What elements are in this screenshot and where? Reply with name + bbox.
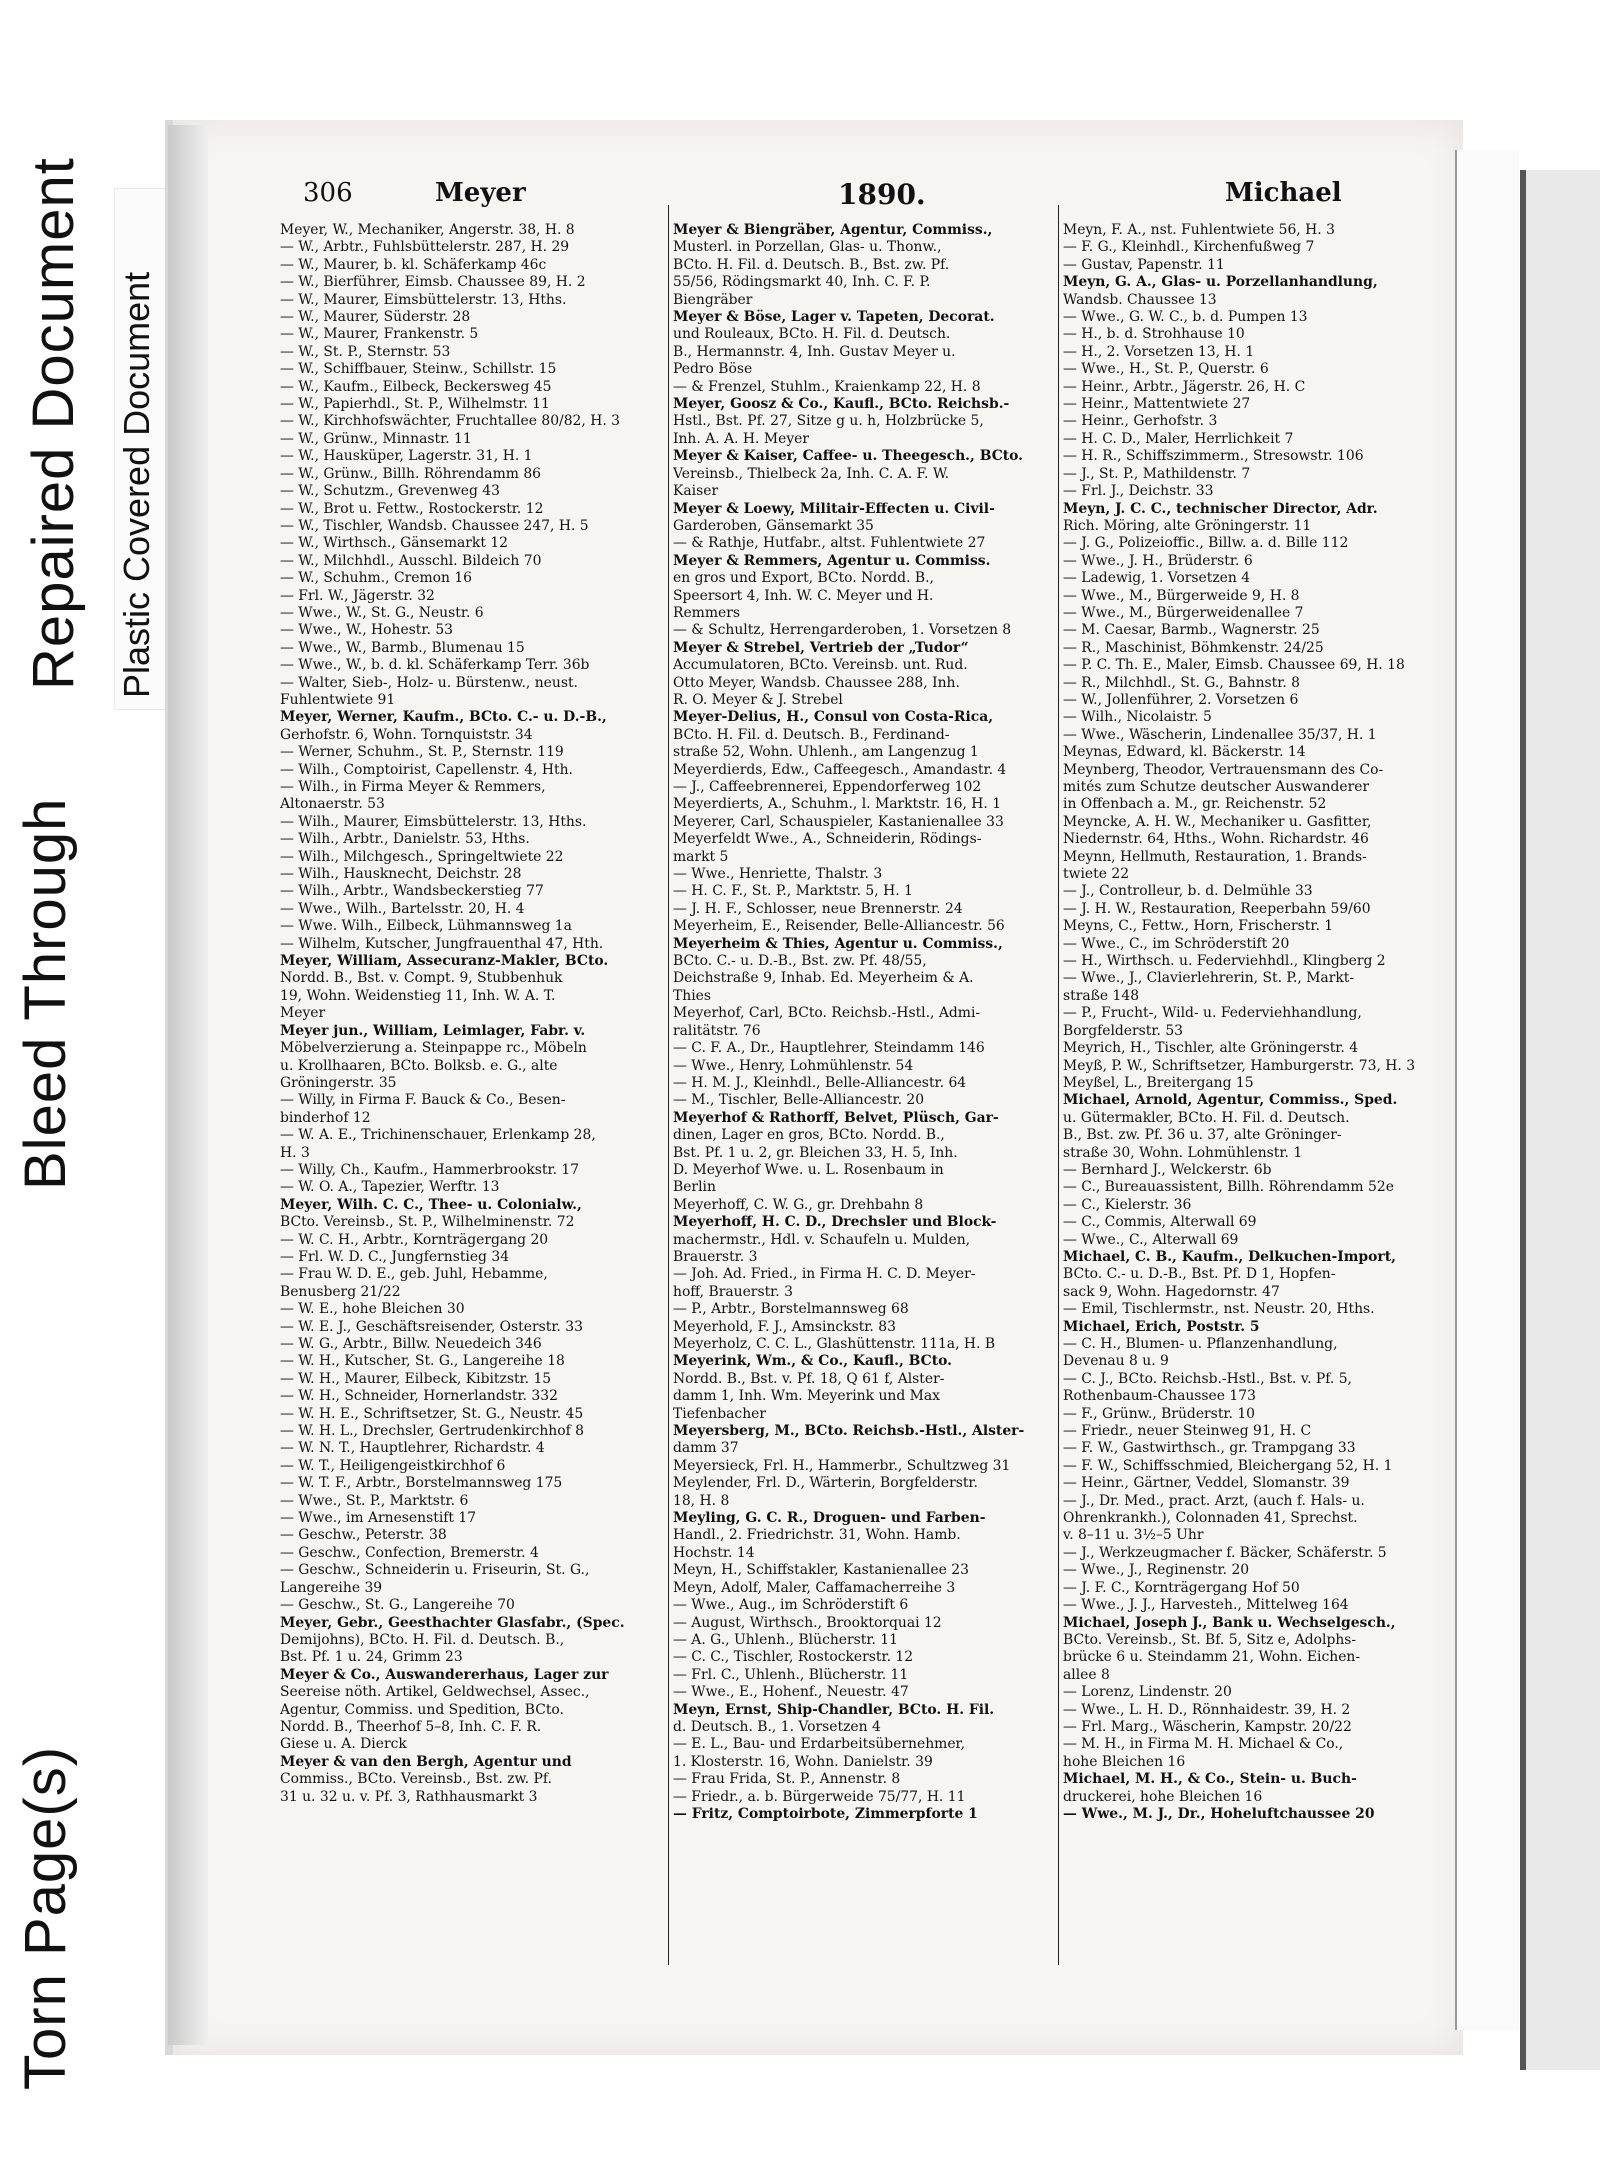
directory-entry-line: — W., Arbtr., Fuhlsbüttelerstr. 287, H. 29	[280, 239, 570, 256]
directory-entry-line: Meyn, Adolf, Maler, Caffamacherreihe 3	[673, 1579, 956, 1596]
directory-entry-line: — W., Wirthsch., Gänsemarkt 12	[280, 535, 508, 552]
directory-entry-line: Meyer, Gebr., Geesthachter Glasfabr., (Spec.	[280, 1614, 625, 1631]
directory-entry-line: — Frau Frida, St. P., Annenstr. 8	[673, 1771, 901, 1788]
running-head-year: 1890.	[838, 178, 926, 211]
directory-entry-line: — J. F. C., Kornträgergang Hof 50	[1063, 1579, 1300, 1596]
directory-entry-line: Meyerer, Carl, Schauspieler, Kastanienallee 33	[673, 813, 1004, 830]
directory-entry-line: — & Rathje, Hutfabr., altst. Fuhlentwiete 27	[673, 535, 986, 552]
directory-entry-line: — H. C. D., Maler, Herrlichkeit 7	[1063, 430, 1294, 447]
directory-entry-line: — Geschw., Peterstr. 38	[280, 1527, 447, 1544]
directory-entry-line: — W., Schiffbauer, Steinw., Schillstr. 15	[280, 361, 557, 378]
directory-entry-line: Pedro Böse	[673, 361, 753, 378]
directory-entry-line: BCto. Vereinsb., St. P., Wilhelminenstr. 72	[280, 1214, 575, 1231]
directory-entry-line: hoff, Brauerstr. 3	[673, 1283, 793, 1300]
directory-entry-line: — J., Dr. Med., pract. Arzt, (auch f. Hals- u.	[1063, 1492, 1365, 1509]
directory-entry-line: Nordd. B., Theerhof 5–8, Inh. C. F. R.	[280, 1718, 542, 1735]
directory-entry-line: Bst. Pf. 1 u. 2, gr. Bleichen 33, H. 5, Inh.	[673, 1144, 958, 1161]
label-plastic-covered: Plastic Covered Document	[116, 271, 157, 698]
directory-entry-line: — Joh. Ad. Fried., in Firma H. C. D. Meyer-	[673, 1266, 976, 1283]
directory-entry-line: Deichstraße 9, Inhab. Ed. Meyerheim & A.	[673, 970, 974, 987]
directory-entry-line: damm 1, Inh. Wm. Meyerink und Max	[673, 1388, 941, 1405]
directory-entry-line: — Werner, Schuhm., St. P., Sternstr. 119	[280, 744, 564, 761]
directory-entry-line: — Wwe., J. J., Harvesteh., Mittelweg 164	[1063, 1597, 1349, 1614]
directory-entry-line: — Geschw., St. G., Langereihe 70	[280, 1597, 515, 1614]
directory-entry-line: — Geschw., Schneiderin u. Friseurin, St. G.,	[280, 1562, 590, 1579]
directory-entry-line: Meyersieck, Frl. H., Hammerbr., Schultzweg 31	[673, 1457, 1011, 1474]
directory-entry-line: — J. H. F., Schlosser, neue Brennerstr. 24	[673, 900, 963, 917]
directory-entry-line: — W., Schutzm., Grevenweg 43	[280, 483, 500, 500]
column-rule-1	[668, 205, 669, 1965]
directory-entry-line: — M. H., in Firma M. H. Michael & Co.,	[1063, 1736, 1344, 1753]
directory-entry-line: Meyerdierds, Edw., Caffeegesch., Amandastr. 4	[673, 761, 1007, 778]
directory-entry-line: — C., Kielerstr. 36	[1063, 1196, 1192, 1213]
directory-entry-line: in Offenbach a. M., gr. Reichenstr. 52	[1063, 796, 1327, 813]
directory-entry-line: — Wwe., Wäscherin, Lindenallee 35/37, H. 1	[1063, 726, 1377, 743]
directory-entry-line: Fuhlentwiete 91	[280, 691, 396, 708]
directory-entry-line: — W., Milchhdl., Ausschl. Bildeich 70	[280, 552, 542, 569]
directory-entry-line: — Wwe., C., Alterwall 69	[1063, 1231, 1239, 1248]
directory-entry-line: R. O. Meyer & J. Strebel	[673, 691, 843, 708]
directory-entry-line: Meyns, C., Fettw., Horn, Frischerstr. 1	[1063, 918, 1334, 935]
directory-entry-line: Remmers	[673, 604, 741, 621]
column-rule-2	[1058, 205, 1059, 1965]
directory-entry-line: Meyer, Werner, Kaufm., BCto. C.- u. D.-B.,	[280, 709, 607, 726]
directory-entry-line: Nordd. B., Bst. v. Compt. 9, Stubbenhuk	[280, 970, 563, 987]
directory-entry-line: Kaiser	[673, 483, 719, 500]
directory-entry-line: Rothenbaum-Chaussee 173	[1063, 1388, 1256, 1405]
directory-entry-line: Meyerholz, C. C. L., Glashüttenstr. 111a, H. B	[673, 1336, 996, 1352]
directory-entry-line: Meyerheim, E., Reisender, Belle-Alliancestr. 56	[673, 918, 1005, 935]
directory-entry-line: — Wwe., W., Hohestr. 53	[280, 622, 454, 639]
directory-entry-line: Meyßel, L., Breitergang 15	[1063, 1074, 1254, 1091]
directory-entry-line: Langereihe 39	[280, 1579, 383, 1596]
directory-entry-line: Meyn, H., Schiffstakler, Kastanienallee 23	[673, 1562, 969, 1579]
directory-entry-line: — & Schultz, Herrengarderoben, 1. Vorsetzen 8	[673, 622, 1012, 639]
condition-labels-panel	[0, 0, 170, 2177]
directory-entry-line: 18, H. 8	[673, 1492, 730, 1509]
directory-entry-line: — E. L., Bau- und Erdarbeitsübernehmer,	[673, 1736, 966, 1753]
directory-entry-line: markt 5	[673, 848, 729, 865]
label-torn-pages: Torn Page(s)	[13, 1745, 78, 2090]
directory-entry-line: — J. H. W., Restauration, Reeperbahn 59/60	[1063, 900, 1371, 917]
directory-entry-line: BCto. C.- u. D.-B., Bst. Pf. D 1, Hopfen-	[1063, 1266, 1336, 1283]
directory-entry-line: Inh. A. A. H. Meyer	[673, 430, 810, 447]
directory-entry-line: — W., St. P., Sternstr. 53	[280, 343, 451, 360]
directory-entry-line: — W. H., Schneider, Hornerlandstr. 332	[280, 1388, 558, 1405]
directory-entry-line: binderhof 12	[280, 1109, 371, 1126]
directory-entry-line: — P. C. Th. E., Maler, Eimsb. Chaussee 69, H. 18	[1063, 657, 1405, 674]
directory-entry-line: machermstr., Hdl. v. Schaufeln u. Mulden,	[673, 1231, 971, 1248]
directory-entry-line: H. 3	[280, 1144, 310, 1161]
directory-entry-line: — Wwe., H., St. P., Querstr. 6	[1063, 361, 1269, 378]
directory-entry-line: — Wwe., L. H. D., Rönnhaidestr. 39, H. 2	[1063, 1701, 1351, 1718]
directory-entry-line: — C., Bureauassistent, Billh. Röhrendamm 52e	[1063, 1179, 1394, 1196]
directory-entry-line: — Wwe., W., St. G., Neustr. 6	[280, 604, 484, 621]
directory-entry-line: allee 8	[1063, 1666, 1110, 1683]
directory-entry-line: Seereise nöth. Artikel, Geldwechsel, Assec.,	[280, 1684, 590, 1701]
directory-entry-line: — Wwe., Henriette, Thalstr. 3	[673, 866, 883, 883]
directory-entry-line: straße 30, Wohn. Lohmühlenstr. 1	[1063, 1144, 1303, 1161]
directory-entry-line: Meyer & Remmers, Agentur u. Commiss.	[673, 552, 991, 569]
directory-entry-line: Demijohns), BCto. H. Fil. d. Deutsch. B.,	[280, 1631, 565, 1648]
directory-entry-line: — M., Tischler, Belle-Alliancestr. 20	[673, 1092, 925, 1109]
directory-entry-line: — W. H., Kutscher, St. G., Langereihe 18	[280, 1353, 565, 1370]
directory-entry-line: Meyn, J. C. C., technischer Director, Adr.	[1063, 500, 1378, 517]
directory-entry-line: — Emil, Tischlermstr., nst. Neustr. 20, Hths.	[1063, 1301, 1375, 1318]
directory-entry-line: Möbelverzierung a. Steinpappe rc., Möbeln	[280, 1040, 587, 1057]
directory-entry-line: — H. R., Schiffszimmerm., Stresowstr. 106	[1063, 448, 1364, 465]
directory-entry-line: — H., Wirthsch. u. Federviehhdl., Klingberg 2	[1063, 953, 1386, 970]
directory-entry-line: — Gustav, Papenstr. 11	[1063, 256, 1225, 273]
directory-entry-line: — P., Arbtr., Borstelmannsweg 68	[673, 1301, 909, 1318]
directory-entry-line: — W. G., Arbtr., Billw. Neuedeich 346	[280, 1336, 542, 1352]
directory-entry-line: Bst. Pf. 1 u. 24, Grimm 23	[280, 1649, 463, 1666]
directory-entry-line: — J., St. P., Mathildenstr. 7	[1063, 465, 1251, 482]
directory-entry-line: — H., 2. Vorsetzen 13, H. 1	[1063, 343, 1255, 360]
directory-entry-line: — W. E., hohe Bleichen 30	[280, 1301, 465, 1318]
directory-entry-line: Meynas, Edward, kl. Bäckerstr. 14	[1063, 744, 1306, 761]
directory-entry-line: — W. T. F., Arbtr., Borstelmannsweg 175	[280, 1475, 563, 1492]
directory-entry-line: — W., Kirchhofswächter, Fruchtallee 80/82, H. 3	[280, 413, 621, 430]
directory-entry-line: mités zum Schutze deutscher Auswanderer	[1063, 779, 1370, 795]
directory-entry-line: — W., Hausküper, Lagerstr. 31, H. 1	[280, 448, 533, 465]
directory-entry-line: — Wwe., St. P., Marktstr. 6	[280, 1492, 469, 1509]
directory-entry-line: — W. H. L., Drechsler, Gertrudenkirchhof 8	[280, 1423, 584, 1440]
directory-entry-line: — Wilh., Hausknecht, Deichstr. 28	[280, 866, 522, 883]
directory-entry-line: — Wilh., Maurer, Eimsbüttelerstr. 13, Hths.	[280, 813, 587, 830]
directory-entry-line: — Wilh., in Firma Meyer & Remmers,	[280, 779, 546, 795]
directory-entry-line: — J., Controlleur, b. d. Delmühle 33	[1063, 883, 1313, 900]
directory-entry-line: — H. C. F., St. P., Marktstr. 5, H. 1	[673, 883, 913, 900]
directory-entry-line: Michael, Arnold, Agentur, Commiss., Sped.	[1063, 1092, 1398, 1109]
directory-entry-line: Michael, C. B., Kaufm., Delkuchen-Import,	[1063, 1248, 1396, 1265]
directory-entry-line: — Heinr., Arbtr., Jägerstr. 26, H. C	[1063, 378, 1306, 395]
directory-entry-line: Rich. Möring, alte Gröningerstr. 11	[1063, 517, 1312, 534]
directory-entry-line: Meyncke, A. H. W., Mechaniker u. Gasfitter,	[1063, 813, 1372, 830]
directory-entry-line: — Heinr., Gärtner, Veddel, Slomanstr. 39	[1063, 1475, 1350, 1492]
directory-entry-line: — W., Jollenführer, 2. Vorsetzen 6	[1063, 691, 1299, 708]
directory-entry-line: 55/56, Rödingsmarkt 40, Inh. C. F. P.	[673, 274, 931, 291]
directory-entry-line: — C. H., Blumen- u. Pflanzenhandlung,	[1063, 1336, 1338, 1352]
directory-entry-line: Meyerhof & Rathorff, Belvet, Plüsch, Gar-	[673, 1109, 999, 1126]
directory-entry-line: Hochstr. 14	[673, 1544, 755, 1561]
directory-entry-line: — August, Wirthsch., Brooktorquai 12	[673, 1614, 942, 1631]
directory-entry-line: — C. C., Tischler, Rostockerstr. 12	[673, 1649, 914, 1666]
directory-entry-line: B., Hermannstr. 4, Inh. Gustav Meyer u.	[673, 343, 956, 360]
directory-entry-line: — Heinr., Gerhofstr. 3	[1063, 413, 1218, 430]
directory-entry-line: Meyerheim & Thies, Agentur u. Commiss.,	[673, 935, 1003, 952]
directory-entry-line: Altonaerstr. 53	[280, 796, 385, 813]
directory-entry-line: Meyersberg, M., BCto. Reichsb.-Hstl., Alster-	[673, 1423, 1025, 1440]
directory-entry-line: Meyer & Kaiser, Caffee- u. Theegesch., BCto.	[673, 448, 1024, 465]
directory-entry-line: Gröningerstr. 35	[280, 1074, 397, 1091]
directory-entry-line: — Wwe., Henry, Lohmühlenstr. 54	[673, 1057, 914, 1074]
directory-entry-line: Borgfelderstr. 53	[1063, 1022, 1183, 1039]
directory-entry-line: — Wwe., Aug., im Schröderstift 6	[673, 1597, 909, 1614]
directory-entry-line: — C. J., BCto. Reichsb.-Hstl., Bst. v. Pf. 5,	[1063, 1370, 1352, 1387]
directory-entry-line: dinen, Lager en gros, BCto. Nordd. B.,	[673, 1127, 945, 1144]
running-head-right: Michael	[1225, 178, 1342, 208]
directory-entry-line: — W. C. H., Arbtr., Kornträgergang 20	[280, 1231, 549, 1248]
directory-entry-line: straße 52, Wohn. Uhlenh., am Langenzug 1	[673, 744, 979, 761]
directory-entry-line: — W., Tischler, Wandsb. Chaussee 247, H. 5	[280, 517, 589, 534]
directory-entry-line: Nordd. B., Bst. v. Pf. 18, Q 61 f, Alster-	[673, 1370, 945, 1387]
directory-entry-line: — W., Grünw., Billh. Röhrendamm 86	[280, 465, 542, 482]
page-number: 306	[303, 178, 353, 208]
directory-entry-line: Accumulatoren, BCto. Vereinsb. unt. Rud.	[673, 657, 968, 674]
directory-entry-line: Meyerfeldt Wwe., A., Schneiderin, Rödings-	[673, 831, 982, 848]
directory-entry-line: Agentur, Commiss. und Spedition, BCto.	[280, 1701, 564, 1718]
directory-entry-line: — Willy, Ch., Kaufm., Hammerbrookstr. 17	[280, 1161, 580, 1178]
directory-entry-line: — W., Papierhdl., St. P., Wilhelmstr. 11	[280, 396, 550, 413]
directory-entry-line: — Wwe., im Arnesenstift 17	[280, 1510, 477, 1527]
directory-entry-line: — W., Schuhm., Cremon 16	[280, 570, 473, 587]
directory-entry-line: Meyer & van den Bergh, Agentur und	[280, 1753, 572, 1770]
directory-entry-line: — Wwe. Wilh., Eilbeck, Lühmannsweg 1a	[280, 918, 572, 935]
directory-entry-line: — H. M. J., Kleinhdl., Belle-Alliancestr. 64	[673, 1074, 967, 1091]
directory-entry-line: — F. W., Gastwirthsch., gr. Trampgang 33	[1063, 1440, 1356, 1457]
directory-entry-line: Vereinsb., Thielbeck 2a, Inh. C. A. F. W.	[673, 465, 950, 482]
directory-entry-line: — W. E. J., Geschäftsreisender, Osterstr. 33	[280, 1318, 583, 1335]
directory-entry-line: — Heinr., Mattentwiete 27	[1063, 396, 1251, 413]
directory-entry-line: — W., Maurer, Frankenstr. 5	[280, 326, 479, 343]
directory-entry-line: — Willy, in Firma F. Bauck & Co., Besen-	[280, 1092, 566, 1109]
directory-entry-line: Meyer, Wilh. C. C., Thee- u. Colonialw.,	[280, 1196, 582, 1213]
directory-entry-line: — Wilh., Arbtr., Danielstr. 53, Hths.	[280, 831, 530, 848]
directory-entry-line: — Wwe., M. J., Dr., Hoheluftchaussee 20	[1063, 1805, 1375, 1822]
directory-entry-line: — Wwe., Wilh., Bartelsstr. 20, H. 4	[280, 900, 525, 917]
directory-entry-line: — Wwe., W., Barmb., Blumenau 15	[280, 639, 525, 656]
directory-entry-line: Meyling, G. C. R., Droguen- und Farben-	[673, 1510, 986, 1527]
directory-entry-line: — A. G., Uhlenh., Blücherstr. 11	[673, 1631, 898, 1648]
directory-entry-line: Meyer	[280, 1005, 326, 1022]
directory-entry-line: Musterl. in Porzellan, Glas- u. Thonw.,	[673, 239, 942, 256]
directory-entry-line: — Wwe., J., Reginenstr. 20	[1063, 1562, 1250, 1579]
directory-entry-line: — W., Maurer, Eimsbüttelerstr. 13, Hths.	[280, 291, 567, 308]
directory-entry-line: BCto. H. Fil. d. Deutsch. B., Ferdinand-	[673, 726, 950, 743]
directory-entry-line: D. Meyerhof Wwe. u. L. Rosenbaum in	[673, 1161, 944, 1178]
binding-shadow	[168, 125, 208, 2045]
directory-entry-line: ralitätstr. 76	[673, 1022, 761, 1039]
directory-entry-line: — & Frenzel, Stuhlm., Kraienkamp 22, H. 8	[673, 378, 981, 395]
directory-entry-line: Handl., 2. Friedrichstr. 31, Wohn. Hamb.	[673, 1527, 961, 1544]
directory-entry-line: 1. Klosterstr. 16, Wohn. Danielstr. 39	[673, 1753, 933, 1770]
directory-entry-line: — Wilh., Nicolaistr. 5	[1063, 709, 1212, 726]
directory-entry-line: straße 148	[1063, 987, 1140, 1004]
directory-entry-line: — J., Caffeebrennerei, Eppendorferweg 102	[673, 779, 982, 795]
directory-column-3	[1063, 222, 1438, 1823]
directory-entry-line: — C. F. A., Dr., Hauptlehrer, Steindamm 146	[673, 1040, 985, 1057]
directory-entry-line: Ohrenkrankh.), Colonnaden 41, Sprechst.	[1063, 1510, 1358, 1527]
directory-entry-line: Meyer jun., William, Leimlager, Fabr. v.	[280, 1022, 586, 1039]
directory-entry-line: Giese u. A. Dierck	[280, 1736, 407, 1753]
directory-entry-line: Commiss., BCto. Vereinsb., Bst. zw. Pf.	[280, 1771, 552, 1788]
directory-entry-line: — J., Werkzeugmacher f. Bäcker, Schäferstr. 5	[1063, 1544, 1387, 1561]
directory-entry-line: Michael, Joseph J., Bank u. Wechselgesch.,	[1063, 1614, 1396, 1631]
directory-entry-line: — R., Milchhdl., St. G., Bahnstr. 8	[1063, 674, 1301, 691]
directory-entry-line: — W. O. A., Tapezier, Werftr. 13	[280, 1179, 500, 1196]
directory-entry-line: twiete 22	[1063, 866, 1130, 883]
directory-entry-line: v. 8–11 u. 3½–5 Uhr	[1063, 1527, 1204, 1544]
directory-entry-line: — W., Maurer, b. kl. Schäferkamp 46c	[280, 256, 547, 273]
directory-entry-line: u. Krollhaaren, BCto. Bolksb. e. G., alte	[280, 1057, 558, 1074]
directory-entry-line: — F. W., Schiffsschmied, Bleichergang 52, H. 1	[1063, 1457, 1393, 1474]
directory-entry-line: — Wilh., Arbtr., Wandsbeckerstieg 77	[280, 883, 544, 900]
directory-entry-line: Meyß, P. W., Schriftsetzer, Hamburgerstr. 73, H. 3	[1063, 1057, 1416, 1074]
directory-entry-line: Meyer & Strebel, Vertrieb der „Tudor“	[673, 639, 969, 656]
directory-entry-line: Meyer & Böse, Lager v. Tapeten, Decorat.	[673, 309, 995, 326]
directory-entry-line: Meyerhof, Carl, BCto. Reichsb.-Hstl., Admi-	[673, 1005, 981, 1022]
directory-entry-line: — Wwe., M., Bürgerweide 9, H. 8	[1063, 587, 1300, 604]
directory-entry-line: Meynberg, Theodor, Vertrauensmann des Co-	[1063, 761, 1384, 778]
directory-entry-line: — F., Grünw., Brüderstr. 10	[1063, 1405, 1256, 1422]
directory-entry-line: — Frl. C., Uhlenh., Blücherstr. 11	[673, 1666, 909, 1683]
label-bleed-through: Bleed Through	[13, 797, 78, 1190]
directory-entry-line: — C., Commis, Alterwall 69	[1063, 1214, 1257, 1231]
directory-entry-line: — Frl. J., Deichstr. 33	[1063, 483, 1214, 500]
directory-entry-line: BCto. C.- u. D.-B., Bst. zw. Pf. 48/55,	[673, 953, 927, 970]
directory-entry-line: Meyer & Loewy, Militair-Effecten u. Civil-	[673, 500, 995, 517]
directory-entry-line: BCto. Vereinsb., St. Bf. 5, Sitz e, Adolphs-	[1063, 1631, 1357, 1648]
directory-entry-line: Meylender, Frl. D., Wärterin, Borgfelderstr.	[673, 1475, 978, 1492]
directory-entry-line: Devenau 8 u. 9	[1063, 1353, 1169, 1370]
directory-entry-line: — Geschw., Confection, Bremerstr. 4	[280, 1544, 539, 1561]
directory-entry-line: Meynn, Hellmuth, Restauration, 1. Brands-	[1063, 848, 1367, 865]
directory-entry-line: Michael, M. H., & Co., Stein- u. Buch-	[1063, 1771, 1357, 1788]
directory-entry-line: Meyerhoff, C. W. G., gr. Drehbahn 8	[673, 1196, 924, 1213]
directory-entry-line: — R., Maschinist, Böhmkenstr. 24/25	[1063, 639, 1324, 656]
directory-entry-line: — Ladewig, 1. Vorsetzen 4	[1063, 570, 1251, 587]
directory-entry-line: — F. G., Kleinhdl., Kirchenfußweg 7	[1063, 239, 1315, 256]
directory-entry-line: — Wilh., Milchgesch., Springeltwiete 22	[280, 848, 564, 865]
next-page-edge	[1520, 170, 1600, 2070]
directory-entry-line: Berlin	[673, 1179, 716, 1196]
directory-entry-line: Wandsb. Chaussee 13	[1063, 291, 1217, 308]
directory-entry-line: d. Deutsch. B., 1. Vorsetzen 4	[673, 1718, 881, 1735]
directory-entry-line: Benusberg 21/22	[280, 1283, 401, 1300]
directory-entry-line: Hstl., Bst. Pf. 27, Sitze g u. h, Holzbrücke 5,	[673, 413, 984, 430]
directory-entry-line: sack 9, Wohn. Hagedornstr. 47	[1063, 1283, 1280, 1300]
directory-entry-line: Meyerhoff, H. C. D., Drechsler und Block-	[673, 1214, 997, 1231]
directory-entry-line: Gerhofstr. 6, Wohn. Tornquiststr. 34	[280, 726, 533, 743]
directory-entry-line: und Rouleaux, BCto. H. Fil. d. Deutsch.	[673, 326, 951, 343]
directory-entry-line: — W., Bierführer, Eimsb. Chaussee 89, H. 2	[280, 274, 586, 291]
directory-entry-line: — Frau W. D. E., geb. Juhl, Hebamme,	[280, 1266, 548, 1283]
directory-entry-line: — M. Caesar, Barmb., Wagnerstr. 25	[1063, 622, 1320, 639]
directory-entry-line: 31 u. 32 u. v. Pf. 3, Rathhausmarkt 3	[280, 1788, 538, 1805]
directory-entry-line: — Frl. W. D. C., Jungfernstieg 34	[280, 1248, 510, 1265]
directory-entry-line: Garderoben, Gänsemarkt 35	[673, 517, 874, 534]
running-head-left: Meyer	[435, 178, 526, 208]
page-edge	[1455, 150, 1519, 2030]
directory-entry-line: Thies	[673, 987, 712, 1004]
directory-entry-line: Speersort 4, Inh. W. C. Meyer und H.	[673, 587, 934, 604]
directory-entry-line: Meyer, Goosz & Co., Kaufl., BCto. Reichsb.-	[673, 396, 1010, 413]
directory-entry-line: — Bernhard J., Welckerstr. 6b	[1063, 1161, 1272, 1178]
directory-entry-line: — Wwe., W., b. d. kl. Schäferkamp Terr. 36b	[280, 657, 590, 674]
directory-entry-line: Meyer, William, Assecuranz-Makler, BCto.	[280, 953, 609, 970]
directory-entry-line: — Frl. W., Jägerstr. 32	[280, 587, 435, 604]
directory-entry-line: Meyer & Co., Auswandererhaus, Lager zur	[280, 1666, 609, 1683]
directory-entry-line: — W. N. T., Hauptlehrer, Richardstr. 4	[280, 1440, 545, 1457]
directory-entry-line: druckerei, hohe Bleichen 16	[1063, 1788, 1263, 1805]
directory-entry-line: 19, Wohn. Weidenstieg 11, Inh. W. A. T.	[280, 987, 556, 1004]
directory-column-1	[280, 222, 655, 1806]
directory-entry-line: Biengräber	[673, 291, 753, 308]
directory-entry-line: — Wwe., M., Bürgerweidenallee 7	[1063, 604, 1304, 621]
directory-entry-line: — Wwe., E., Hohenf., Neuestr. 47	[673, 1684, 909, 1701]
directory-entry-line: Meyer-Delius, H., Consul von Costa-Rica,	[673, 709, 994, 726]
directory-entry-line: Michael, Erich, Poststr. 5	[1063, 1318, 1260, 1335]
directory-entry-line: — P., Frucht-, Wild- u. Federviehhandlung,	[1063, 1005, 1362, 1022]
directory-entry-line: — Wwe., J. H., Brüderstr. 6	[1063, 552, 1253, 569]
label-repaired-document: Repaired Document	[21, 157, 86, 690]
directory-entry-line: — Walter, Sieb-, Holz- u. Bürstenw., neust.	[280, 674, 578, 691]
directory-entry-line: u. Gütermakler, BCto. H. Fil. d. Deutsch.	[1063, 1109, 1350, 1126]
directory-entry-line: Otto Meyer, Wandsb. Chaussee 288, Inh.	[673, 674, 960, 691]
directory-entry-line: Meyn, F. A., nst. Fuhlentwiete 56, H. 3	[1063, 222, 1335, 238]
directory-entry-line: — W., Brot u. Fettw., Rostockerstr. 12	[280, 500, 544, 517]
directory-entry-line: — Fritz, Comptoirbote, Zimmerpforte 1	[673, 1805, 978, 1822]
directory-entry-line: — Wwe., J., Clavierlehrerin, St. P., Markt-	[1063, 970, 1355, 987]
directory-entry-line: Tiefenbacher	[673, 1405, 766, 1422]
directory-entry-line: damm 37	[673, 1440, 739, 1457]
directory-entry-line: Meyerink, Wm., & Co., Kaufl., BCto.	[673, 1353, 952, 1370]
directory-entry-line: — Wwe., C., im Schröderstift 20	[1063, 935, 1290, 952]
directory-entry-line: — W. A. E., Trichinenschauer, Erlenkamp 28,	[280, 1127, 596, 1144]
directory-entry-line: brücke 6 u. Steindamm 21, Wohn. Eichen-	[1063, 1649, 1361, 1666]
directory-entry-line: hohe Bleichen 16	[1063, 1753, 1186, 1770]
directory-column-2	[673, 222, 1048, 1823]
directory-entry-line: — Lorenz, Lindenstr. 20	[1063, 1684, 1232, 1701]
directory-entry-line: — Friedr., neuer Steinweg 91, H. C	[1063, 1423, 1312, 1440]
directory-entry-line: — W. T., Heiligengeistkirchhof 6	[280, 1457, 506, 1474]
directory-entry-line: Meyerhold, F. J., Amsinckstr. 83	[673, 1318, 896, 1335]
directory-entry-line: B., Bst. zw. Pf. 36 u. 37, alte Gröninger-	[1063, 1127, 1342, 1144]
directory-entry-line: Meyerdierts, A., Schuhm., l. Marktstr. 16, H. 1	[673, 796, 1002, 813]
directory-entry-line: Meyrich, H., Tischler, alte Gröningerstr. 4	[1063, 1040, 1359, 1057]
directory-entry-line: Niedernstr. 64, Hths., Wohn. Richardstr. 46	[1063, 831, 1369, 848]
directory-entry-line: — Friedr., a. b. Bürgerweide 75/77, H. 11	[673, 1788, 966, 1805]
directory-entry-line: Meyer, W., Mechaniker, Angerstr. 38, H. 8	[280, 222, 575, 238]
directory-entry-line: — Frl. Marg., Wäscherin, Kampstr. 20/22	[1063, 1718, 1352, 1735]
directory-entry-line: en gros und Export, BCto. Nordd. B.,	[673, 570, 934, 587]
directory-entry-line: — Wilh., Comptoirist, Capellenstr. 4, Hth.	[280, 761, 573, 778]
directory-entry-line: Meyn, Ernst, Ship-Chandler, BCto. H. Fil.	[673, 1701, 995, 1718]
directory-entry-line: Meyn, G. A., Glas- u. Porzellanhandlung,	[1063, 274, 1378, 291]
directory-entry-line: — W., Kaufm., Eilbeck, Beckersweg 45	[280, 378, 552, 395]
directory-entry-line: — Wwe., G. W. C., b. d. Pumpen 13	[1063, 309, 1308, 326]
directory-entry-line: — W. H., Maurer, Eilbeck, Kibitzstr. 15	[280, 1370, 552, 1387]
directory-entry-line: — W. H. E., Schriftsetzer, St. G., Neustr. 45	[280, 1405, 584, 1422]
directory-entry-line: — H., b. d. Strohhause 10	[1063, 326, 1245, 343]
directory-entry-line: — Wilhelm, Kutscher, Jungfrauenthal 47, Hth.	[280, 935, 604, 952]
directory-entry-line: — J. G., Polizeioffic., Billw. a. d. Bille 112	[1063, 535, 1349, 552]
directory-entry-line: Brauerstr. 3	[673, 1248, 758, 1265]
directory-entry-line: BCto. H. Fil. d. Deutsch. B., Bst. zw. Pf.	[673, 256, 950, 273]
directory-entry-line: — W., Maurer, Süderstr. 28	[280, 309, 471, 326]
directory-entry-line: — W., Grünw., Minnastr. 11	[280, 430, 472, 447]
directory-entry-line: Meyer & Biengräber, Agentur, Commiss.,	[673, 222, 993, 238]
